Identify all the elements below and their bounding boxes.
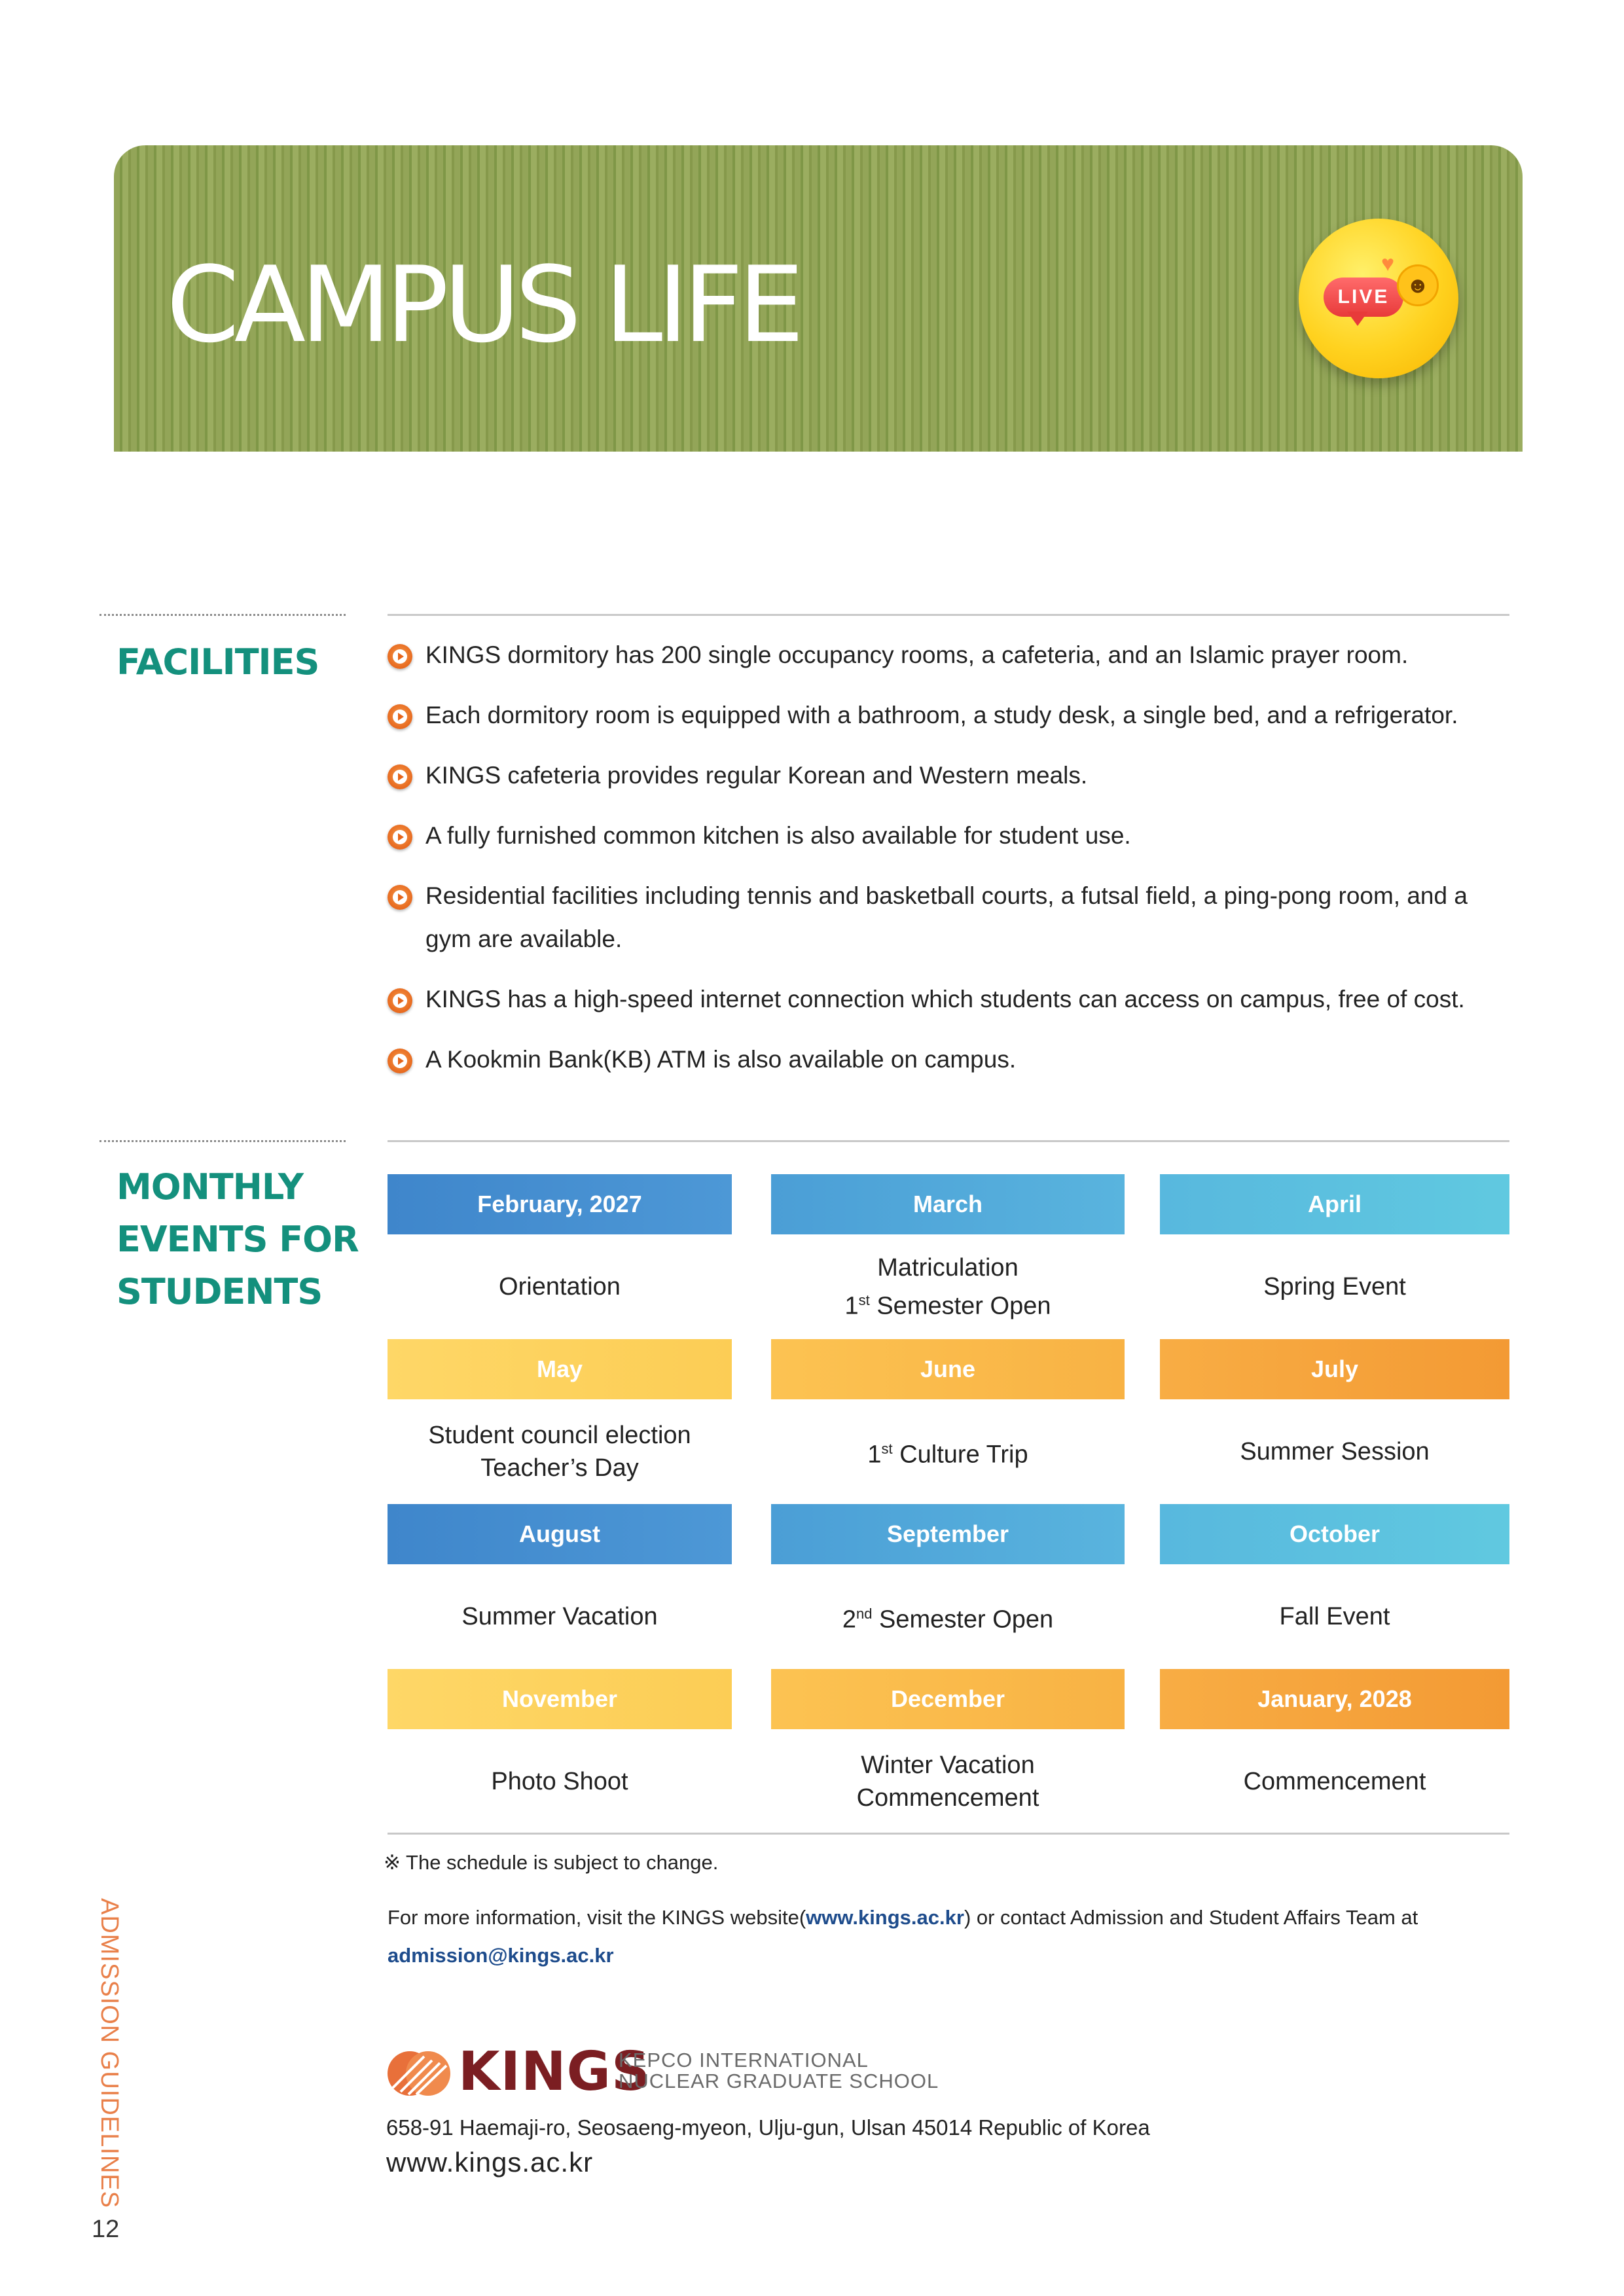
live-bubble-icon: LIVE	[1324, 278, 1403, 317]
month-event	[771, 1564, 1125, 1669]
event-line: Teacher’s Day	[480, 1454, 639, 1482]
month-event	[1160, 1564, 1509, 1669]
month-header: January, 2028	[1160, 1669, 1509, 1729]
month-header: February, 2027	[388, 1174, 732, 1234]
event-line: 1st Semester Open	[844, 1291, 1051, 1320]
month-event	[388, 1729, 732, 1834]
month-event	[1160, 1399, 1509, 1504]
list-item: Residential facilities including tennis and basketball courts, a futsal field, a ping-pong room, and a gym are available.	[388, 874, 1513, 961]
event-line: Commencement	[1243, 1768, 1426, 1795]
list-item: Each dormitory room is equipped with a bathroom, a study desk, a single bed, and a refrigerator.	[388, 694, 1513, 737]
play-bullet-icon	[388, 885, 412, 910]
live-badge-icon	[1299, 219, 1458, 378]
play-bullet-icon	[388, 764, 412, 789]
month-header: October	[1160, 1504, 1509, 1564]
month-header: June	[771, 1339, 1125, 1399]
event-line: Student council election	[428, 1422, 691, 1449]
events-heading: MONTHLY EVENTS FOR STUDENTS	[117, 1166, 359, 1312]
facilities-heading: FACILITIES	[117, 641, 319, 683]
list-item: KINGS has a high-speed internet connection which students can access on campus, free of cost.	[388, 978, 1513, 1021]
event-line: Orientation	[499, 1273, 621, 1300]
month-header: September	[771, 1504, 1125, 1564]
month-header: August	[388, 1504, 732, 1564]
month-header: April	[1160, 1174, 1509, 1234]
bubble-tail-icon	[1347, 312, 1368, 326]
month-event	[388, 1564, 732, 1669]
month-header: May	[388, 1339, 732, 1399]
kings-logo-text: KINGS	[458, 2041, 651, 2103]
contact-info: For more information, visit the KINGS website(www.kings.ac.kr) or contact Admission and Student Affairs Team at	[388, 1906, 1418, 1929]
month-event	[1160, 1729, 1509, 1834]
play-bullet-icon	[388, 825, 412, 850]
campus-life-banner	[114, 145, 1523, 452]
event-line: Spring Event	[1263, 1273, 1406, 1300]
footer-website[interactable]: www.kings.ac.kr	[386, 2147, 594, 2178]
smiley-icon: ☻	[1397, 264, 1439, 306]
event-line: Summer Session	[1240, 1438, 1430, 1465]
list-item: A Kookmin Bank(KB) ATM is also available on campus.	[388, 1038, 1513, 1081]
email-link[interactable]: admission@kings.ac.kr	[388, 1944, 614, 1967]
events-bottom-rule	[388, 1833, 1509, 1835]
facilities-dotted-rule	[99, 614, 346, 616]
kings-logo-mark-icon	[386, 2050, 452, 2097]
month-event	[388, 1234, 732, 1339]
month-event	[1160, 1234, 1509, 1339]
list-item: A fully furnished common kitchen is also available for student use.	[388, 814, 1513, 857]
month-event	[771, 1729, 1125, 1834]
month-header: November	[388, 1669, 732, 1729]
events-dotted-rule	[99, 1140, 346, 1142]
event-line: Commencement	[856, 1784, 1039, 1812]
heart-icon: ♥	[1381, 251, 1395, 276]
facilities-list	[388, 634, 1513, 1098]
play-bullet-icon	[388, 704, 412, 729]
month-header: July	[1160, 1339, 1509, 1399]
month-header: December	[771, 1669, 1125, 1729]
side-label: ADMISSION GUIDELINES	[96, 1898, 123, 2208]
play-bullet-icon	[388, 1049, 412, 1073]
events-rule	[388, 1140, 1509, 1142]
schedule-note: ※ The schedule is subject to change.	[384, 1851, 719, 1874]
play-bullet-icon	[388, 644, 412, 669]
event-line: Matriculation	[877, 1253, 1019, 1282]
month-event	[771, 1234, 1125, 1339]
event-line: Summer Vacation	[461, 1603, 658, 1630]
event-line: 2nd Semester Open	[842, 1605, 1054, 1634]
page-title: CAMPUS LIFE	[166, 243, 799, 366]
website-link[interactable]: www.kings.ac.kr	[806, 1906, 964, 1929]
event-line: Photo Shoot	[491, 1768, 628, 1795]
event-line: Winter Vacation	[861, 1751, 1035, 1779]
play-bullet-icon	[388, 988, 412, 1013]
page-number: 12	[92, 2215, 120, 2243]
list-item: KINGS cafeteria provides regular Korean and Western meals.	[388, 754, 1513, 797]
event-line: 1st Culture Trip	[867, 1440, 1028, 1469]
list-item: KINGS dormitory has 200 single occupancy rooms, a cafeteria, and an Islamic prayer room.	[388, 634, 1513, 677]
kings-logo-subtitle: KEPCO INTERNATIONAL NUCLEAR GRADUATE SCHOOL	[619, 2049, 939, 2092]
facilities-rule	[388, 614, 1509, 616]
event-line: Fall Event	[1279, 1603, 1390, 1630]
address: 658-91 Haemaji-ro, Seosaeng-myeon, Ulju-gun, Ulsan 45014 Republic of Korea	[386, 2115, 1150, 2140]
month-event	[388, 1399, 732, 1504]
month-event	[771, 1399, 1125, 1504]
month-header: March	[771, 1174, 1125, 1234]
